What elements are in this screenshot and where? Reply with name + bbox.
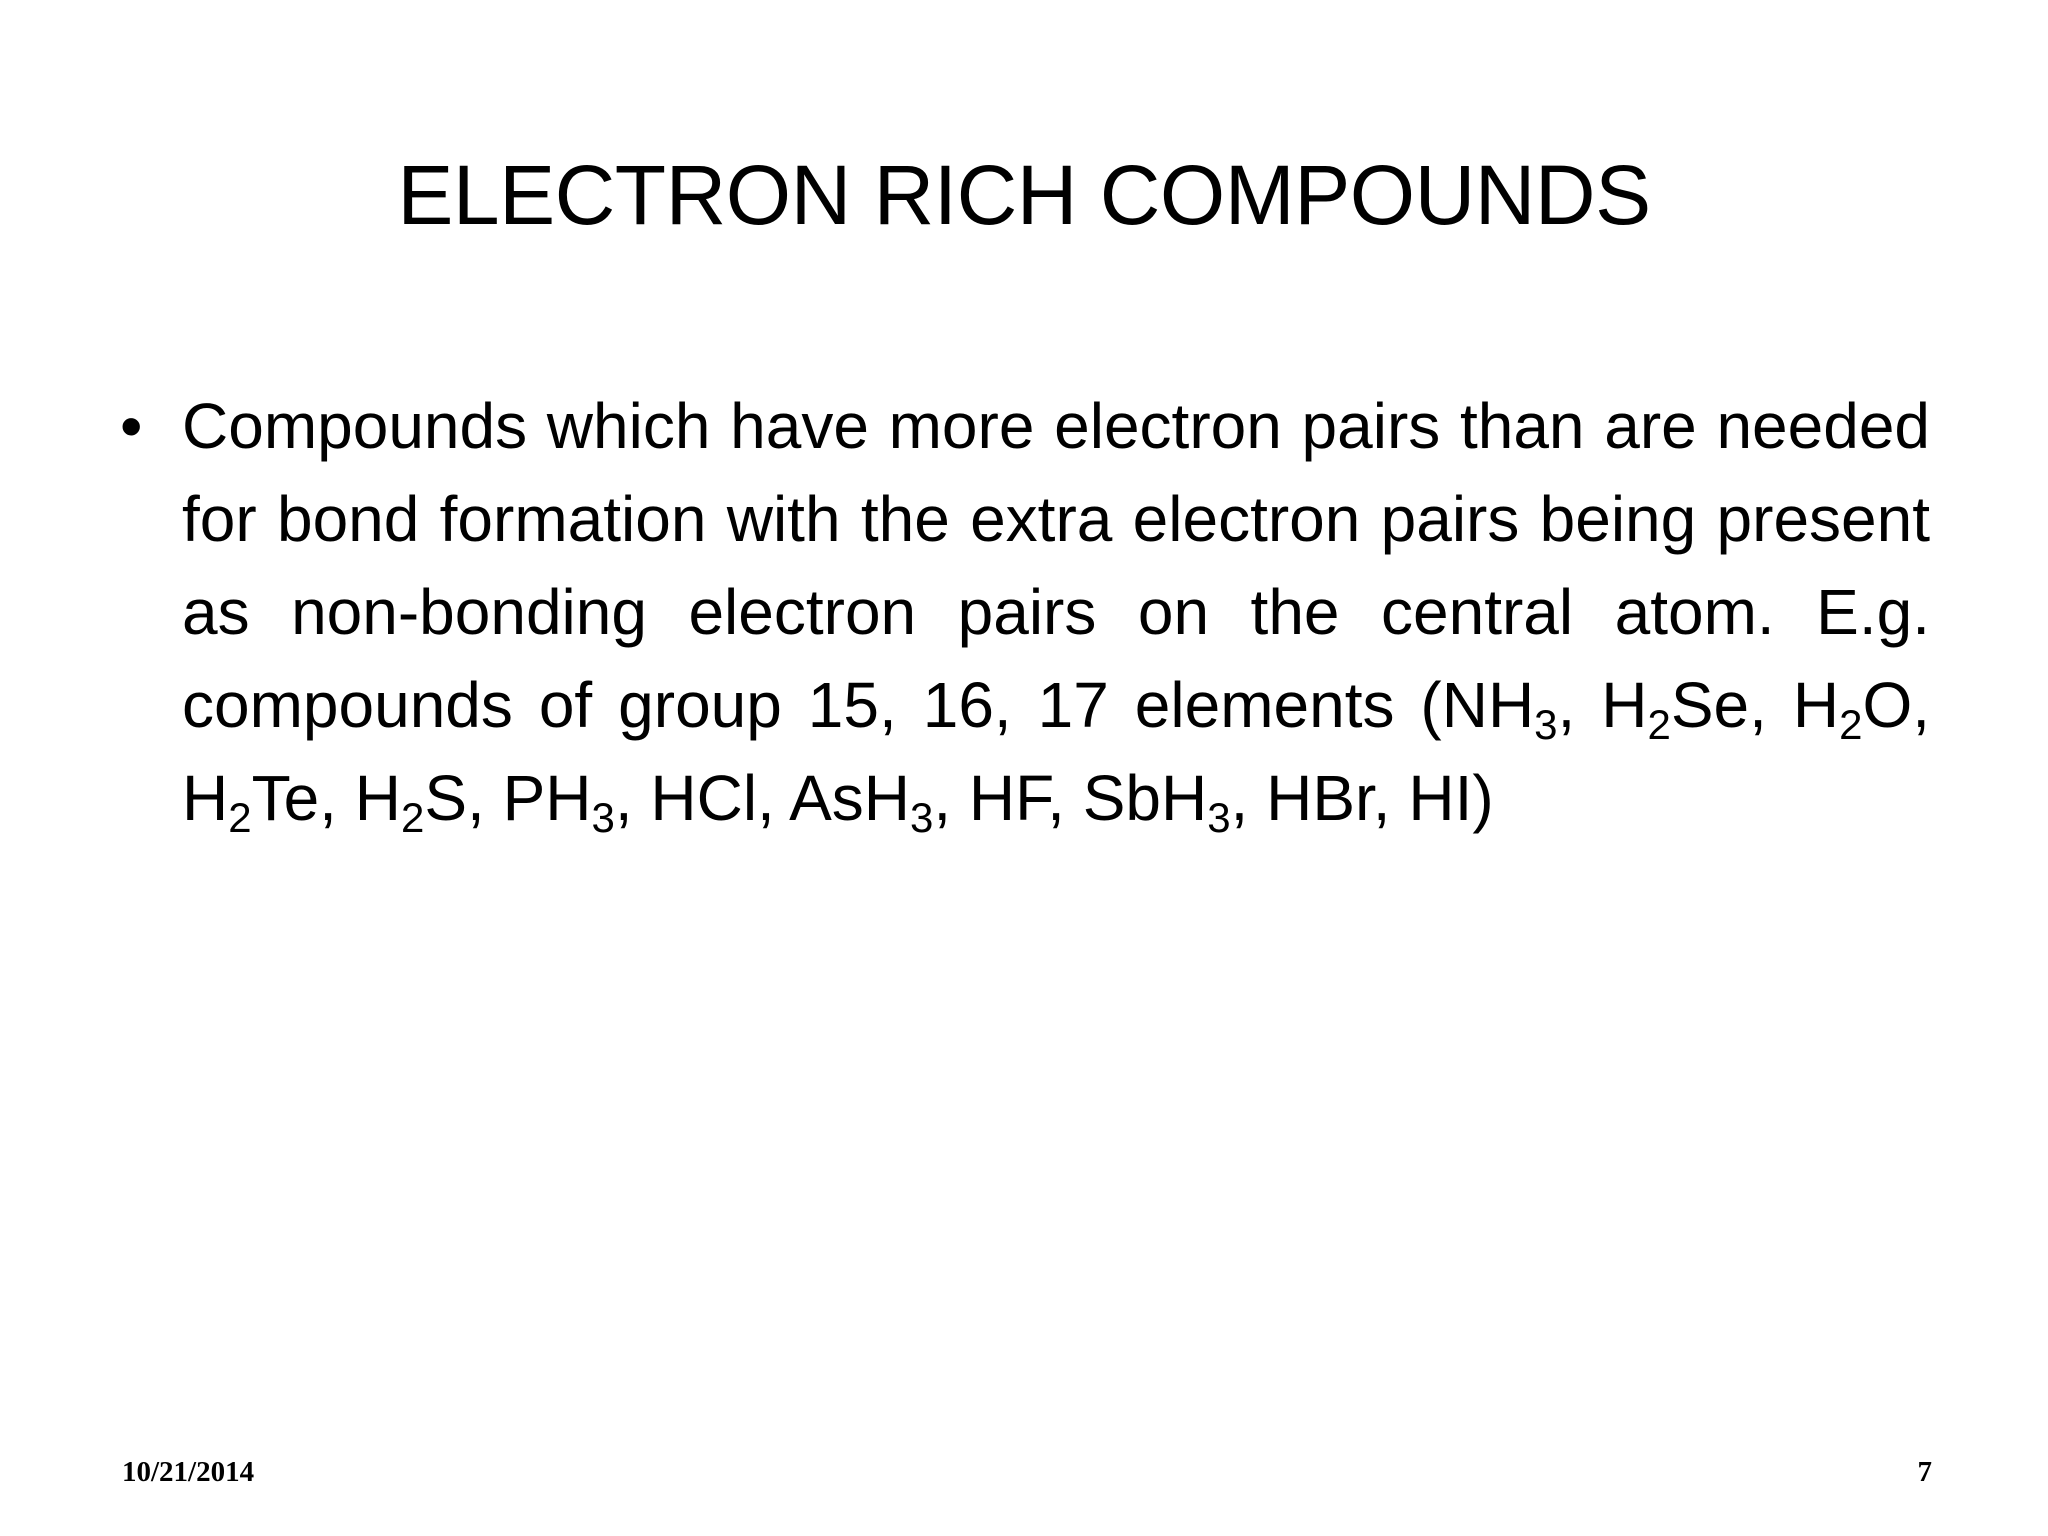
formula-separator: , [1749,669,1793,741]
chemical-formula: AsH$_3$ [789,762,934,841]
formula-separator: , [614,762,651,834]
footer-date: 10/21/2014 [122,1456,255,1488]
bullet-text [182,380,1930,845]
formula-subscript: 2 [1647,701,1671,748]
formula-separator: , [1230,762,1267,834]
bullet-item [120,380,1930,845]
formula-separator: , [933,762,969,834]
chemical-formula: $PH_3$ [502,762,615,841]
closing-paren: ) [1472,762,1494,834]
formula-separator: , [467,762,503,834]
slide-title: ELECTRON RICH COMPOUNDS [397,148,1651,242]
formula-subscript: 3 [591,794,615,841]
chemical-formula: SbH$_3$ [1082,762,1231,841]
formula-separator: , [757,762,790,834]
chemical-formula: HCl [650,762,758,834]
formula-subscript: 3 [1534,701,1558,748]
bullet-intro-text: Compounds which have more electron pairs than are needed for bond formation with the extra electron pairs being present as non-bonding electron pairs on the central atom. E.g. compounds of group 15, 16, 17 elements ( [182,390,1930,741]
chemical-formula: $NH_3$ [1441,669,1558,748]
chemical-formula: $H_2O$ [1792,669,1913,748]
formula-subscript: 2 [228,794,252,841]
chemical-formula: $H_2Se$ [1601,669,1750,748]
chemical-formula: $H_2Te$ [182,762,320,841]
formula-subscript: 2 [400,794,425,841]
slide-content [120,380,1930,845]
chemical-formula: HI [1408,762,1473,834]
formula-subscript: 2 [1839,701,1863,748]
chemical-formula: HF [968,762,1048,834]
chemical-formula: HBr [1266,762,1373,834]
chemical-formula: $H_2S$ [354,762,467,841]
formula-separator: , [1557,669,1602,741]
formula-separator: , [1372,762,1409,834]
formula-subscript: 3 [1207,794,1231,841]
formula-separator: , [1912,669,1930,741]
page-number: 7 [1917,1456,1932,1488]
formula-separator: , [1047,762,1083,834]
formula-separator: , [319,762,355,834]
formula-subscript: 3 [909,794,934,841]
bullet-marker: • [120,390,143,462]
